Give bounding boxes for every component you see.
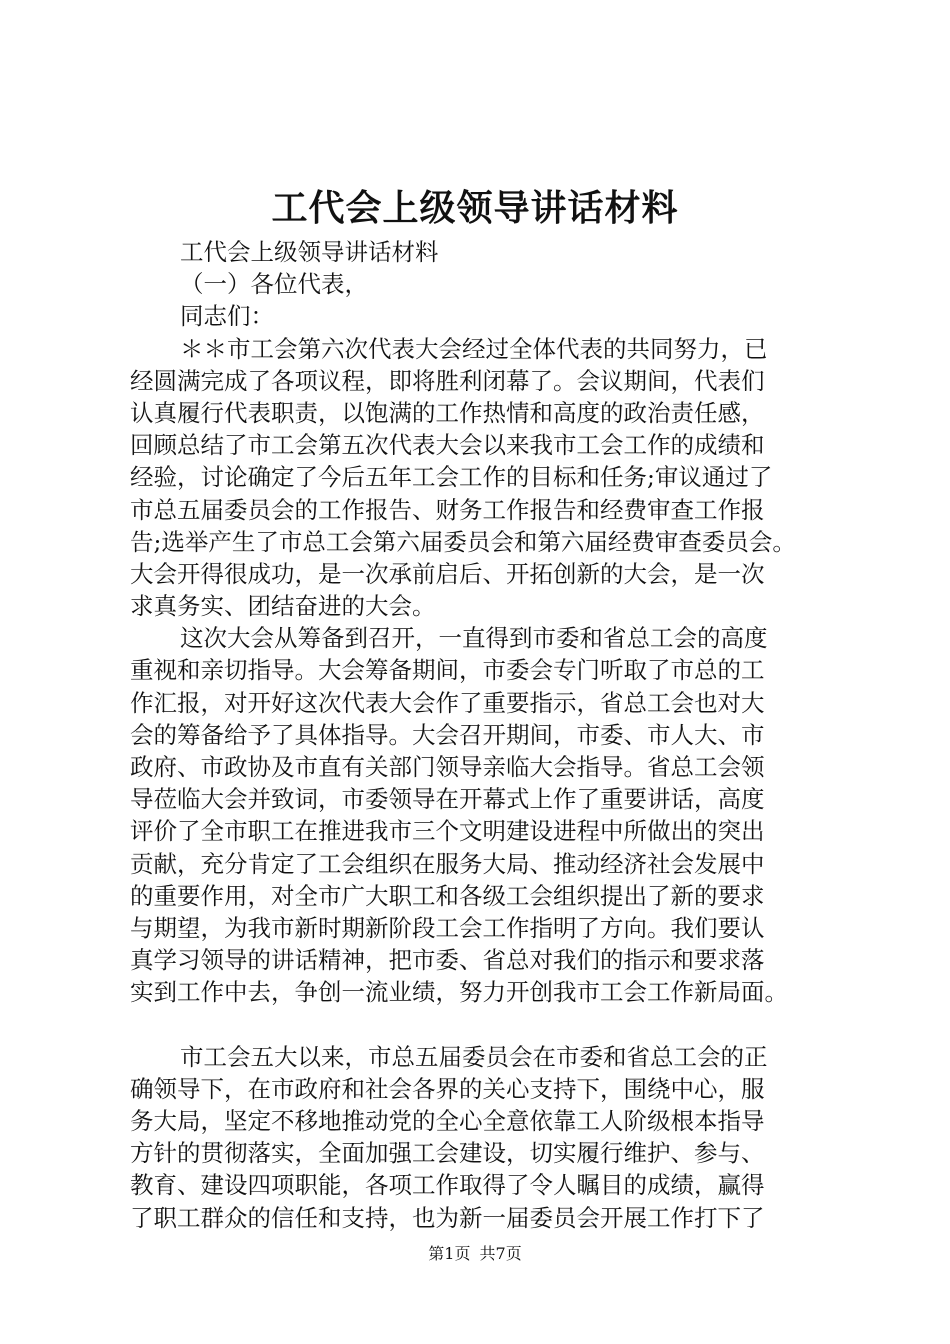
- text-line: 市总五届委员会的工作报告、财务工作报告和经费审查工作报: [130, 495, 765, 524]
- text-line: 市工会五大以来，市总五届委员会在市委和省总工会的正: [180, 1042, 768, 1071]
- text-line: （一）各位代表，: [180, 270, 368, 299]
- text-line: 回顾总结了市工会第五次代表大会以来我市工会工作的成绩和: [130, 431, 765, 460]
- text-line: 政府、市政协及市直有关部门领导亲临大会指导。省总工会领: [130, 753, 765, 781]
- page-footer: [0, 1244, 950, 1264]
- text-line: 真学习领导的讲话精神，把市委、省总对我们的指示和要求落: [130, 946, 765, 975]
- text-line: 重视和亲切指导。大会筹备期间，市委会专门听取了市总的工: [130, 656, 765, 685]
- text-line: ＊＊市工会第六次代表大会经过全体代表的共同努力，已: [180, 334, 768, 363]
- text-line: 教育、建设四项职能，各项工作取得了令人瞩目的成绩，赢得: [130, 1171, 765, 1200]
- paragraph-gap: [130, 1009, 840, 1041]
- text-line: 工代会上级领导讲话材料: [180, 238, 439, 266]
- text-line: 经验，讨论确定了今后五年工会工作的目标和任务;审议通过了: [130, 463, 773, 492]
- text-line: 同志们：: [180, 302, 274, 331]
- text-line: 评价了全市职工在推进我市三个文明建设进程中所做出的突出: [130, 817, 765, 846]
- text-line: 告;选举产生了市总工会第六届委员会和第六届经费审查委员会。: [130, 527, 796, 556]
- page-number: 第1页: [428, 1244, 471, 1263]
- text-line: 导莅临大会并致词，市委领导在开幕式上作了重要讲话，高度: [130, 785, 765, 814]
- text-line: 作汇报，对开好这次代表大会作了重要指示，省总工会也对大: [130, 688, 765, 717]
- text-line: 的重要作用，对全市广大职工和各级工会组织提出了新的要求: [130, 881, 765, 910]
- text-line: 方针的贯彻落实，全面加强工会建设，切实履行维护、参与、: [130, 1139, 765, 1168]
- text-line: 确领导下，在市政府和社会各界的关心支持下，围绕中心，服: [130, 1074, 765, 1103]
- text-line: 认真履行代表职责，以饱满的工作热情和高度的政治责任感，: [130, 398, 765, 427]
- document-body: [130, 236, 840, 1234]
- text-line: 与期望，为我市新时期新阶段工会工作指明了方向。我们要认: [130, 913, 765, 942]
- text-line: 求真务实、团结奋进的大会。: [130, 592, 436, 621]
- text-line: 了职工群众的信任和支持，也为新一届委员会开展工作打下了: [130, 1203, 765, 1232]
- text-line: 这次大会从筹备到召开，一直得到市委和省总工会的高度: [180, 624, 768, 653]
- page-total: 共7页: [479, 1244, 522, 1263]
- text-line: 会的筹备给予了具体指导。大会召开期间，市委、市人大、市: [130, 720, 765, 749]
- text-line: 经圆满完成了各项议程，即将胜利闭幕了。会议期间，代表们: [130, 366, 765, 395]
- document-title: 工代会上级领导讲话材料: [271, 187, 679, 229]
- text-line: 贡献，充分肯定了工会组织在服务大局、推动经济社会发展中: [130, 849, 765, 878]
- text-line: 大会开得很成功，是一次承前启后、开拓创新的大会，是一次: [130, 559, 765, 588]
- text-line: 务大局，坚定不移地推动党的全心全意依靠工人阶级根本指导: [130, 1107, 765, 1136]
- text-line: 实到工作中去，争创一流业绩，努力开创我市工会工作新局面。: [130, 978, 788, 1007]
